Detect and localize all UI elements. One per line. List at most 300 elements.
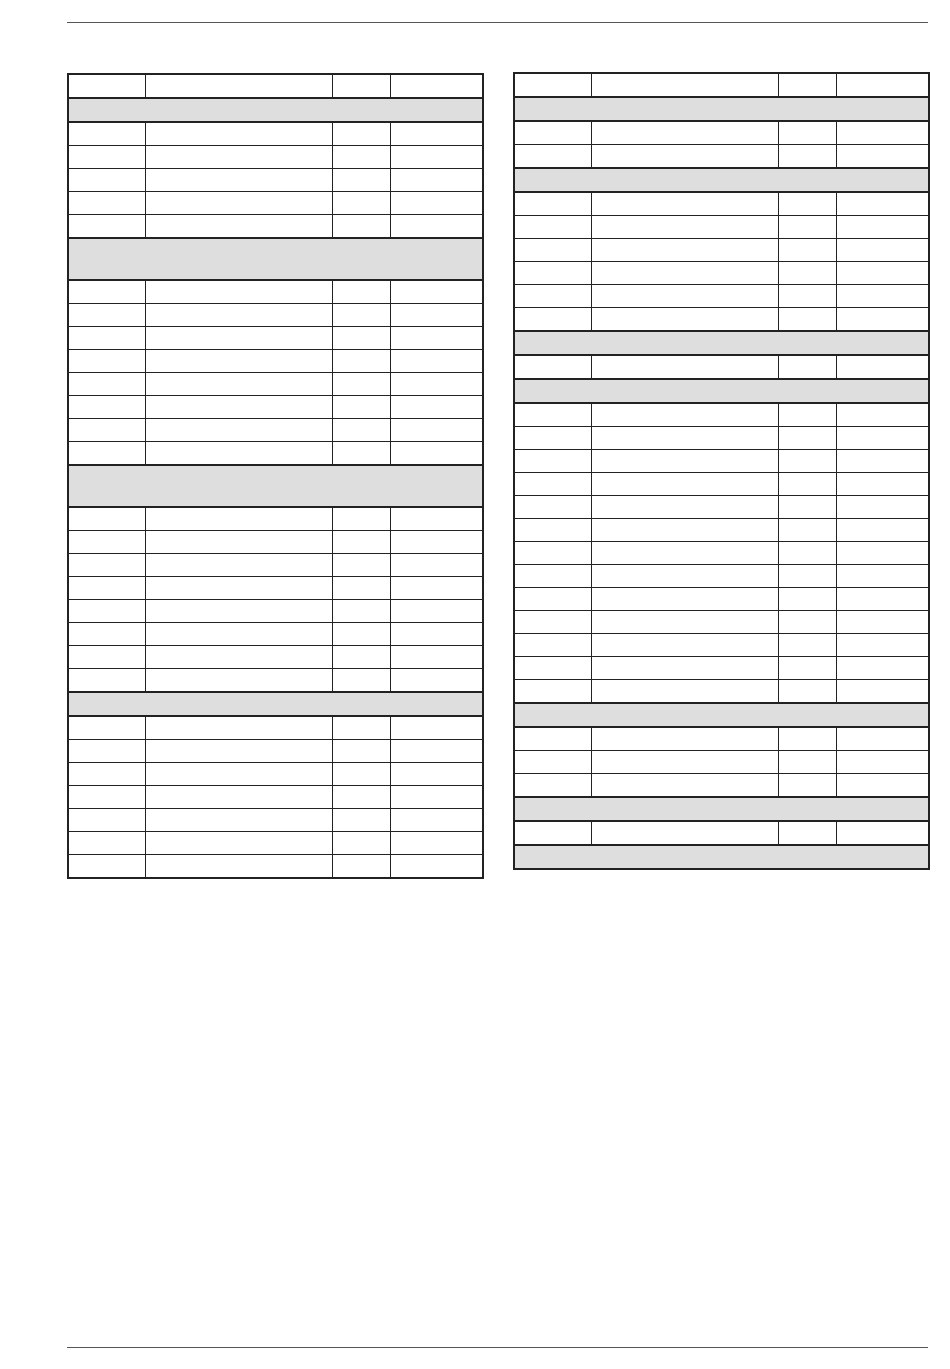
table-cell: [145, 507, 332, 531]
table-cell: [68, 122, 145, 146]
table-cell: [836, 657, 929, 680]
table-cell: [591, 427, 778, 450]
table-cell: [68, 623, 145, 646]
table-cell: [390, 600, 483, 623]
table-cell: [68, 396, 145, 419]
table-row: [514, 427, 929, 450]
table-cell: [836, 519, 929, 542]
table-cell: [68, 215, 145, 239]
table-cell: [390, 304, 483, 327]
column-header: [514, 73, 591, 97]
table-row: [68, 786, 483, 809]
table-cell: [778, 611, 836, 634]
table-cell: [390, 623, 483, 646]
table-cell: [514, 192, 591, 216]
table-cell: [390, 809, 483, 832]
table-cell: [145, 146, 332, 169]
table-cell: [591, 821, 778, 845]
table-cell: [778, 192, 836, 216]
table-cell: [778, 403, 836, 427]
table-row: [68, 169, 483, 192]
table-cell: [332, 855, 390, 879]
table-cell: [778, 588, 836, 611]
table-cell: [591, 519, 778, 542]
table-row: [514, 308, 929, 332]
table-cell: [778, 473, 836, 496]
table-cell: [836, 450, 929, 473]
table-cell: [514, 727, 591, 751]
table-cell: [332, 554, 390, 577]
table-cell: [68, 577, 145, 600]
section-row: [68, 238, 483, 280]
table-cell: [778, 542, 836, 565]
section-row: [514, 797, 929, 821]
table-row: [514, 403, 929, 427]
table-cell: [591, 680, 778, 704]
table-cell: [390, 169, 483, 192]
table-cell: [145, 577, 332, 600]
table-cell: [68, 554, 145, 577]
section-heading: [514, 703, 929, 727]
table-cell: [778, 680, 836, 704]
table-cell: [390, 786, 483, 809]
table-row: [68, 280, 483, 304]
table-cell: [145, 763, 332, 786]
column-header: [836, 73, 929, 97]
table-cell: [390, 350, 483, 373]
table-cell: [514, 262, 591, 285]
table-cell: [778, 262, 836, 285]
table-cell: [390, 419, 483, 442]
table-cell: [778, 634, 836, 657]
table-row: [514, 496, 929, 519]
table-cell: [145, 809, 332, 832]
table-row: [514, 285, 929, 308]
table-cell: [332, 809, 390, 832]
table-cell: [145, 122, 332, 146]
table-cell: [778, 239, 836, 262]
table-row: [514, 239, 929, 262]
table-cell: [390, 855, 483, 879]
section-heading: [68, 238, 483, 280]
table-row: [514, 774, 929, 798]
section-heading: [514, 379, 929, 403]
table-cell: [332, 327, 390, 350]
table-cell: [68, 740, 145, 763]
table-cell: [68, 442, 145, 466]
table-cell: [68, 507, 145, 531]
table-row: [514, 565, 929, 588]
table-cell: [836, 403, 929, 427]
table-row: [68, 419, 483, 442]
table-cell: [145, 419, 332, 442]
table-cell: [68, 716, 145, 740]
table-cell: [390, 763, 483, 786]
table-row: [68, 192, 483, 215]
table-header-row: [514, 73, 929, 97]
table-cell: [778, 427, 836, 450]
table-cell: [68, 280, 145, 304]
table-row: [514, 657, 929, 680]
column-header: [390, 74, 483, 98]
table-cell: [514, 542, 591, 565]
table-cell: [332, 832, 390, 855]
table-cell: [591, 216, 778, 239]
table-cell: [390, 832, 483, 855]
table-cell: [514, 680, 591, 704]
table-cell: [514, 239, 591, 262]
table-cell: [332, 122, 390, 146]
section-row: [514, 168, 929, 192]
section-heading: [68, 98, 483, 122]
table-cell: [68, 531, 145, 554]
table-cell: [68, 809, 145, 832]
table-cell: [390, 280, 483, 304]
table-row: [514, 680, 929, 704]
table-cell: [778, 751, 836, 774]
table-cell: [591, 262, 778, 285]
table-cell: [332, 786, 390, 809]
table-cell: [145, 304, 332, 327]
table-row: [514, 473, 929, 496]
table-cell: [68, 646, 145, 669]
table-cell: [514, 496, 591, 519]
table-cell: [836, 542, 929, 565]
table-cell: [514, 121, 591, 145]
table-cell: [145, 669, 332, 693]
table-cell: [68, 192, 145, 215]
table-cell: [390, 740, 483, 763]
table-cell: [145, 554, 332, 577]
table-row: [68, 327, 483, 350]
table-row: [514, 634, 929, 657]
table-cell: [836, 355, 929, 379]
table-row: [68, 623, 483, 646]
column-header: [145, 74, 332, 98]
table-cell: [145, 350, 332, 373]
table-row: [514, 262, 929, 285]
table-cell: [836, 774, 929, 798]
table-cell: [332, 442, 390, 466]
table-row: [68, 146, 483, 169]
table-cell: [145, 832, 332, 855]
table-cell: [836, 565, 929, 588]
table-cell: [332, 623, 390, 646]
table-cell: [145, 215, 332, 239]
top-rule: [67, 22, 928, 23]
table-cell: [591, 634, 778, 657]
table-row: [68, 531, 483, 554]
table-cell: [514, 565, 591, 588]
table-cell: [145, 740, 332, 763]
table-row: [68, 396, 483, 419]
table-row: [68, 350, 483, 373]
table-cell: [390, 396, 483, 419]
table-cell: [514, 473, 591, 496]
table-cell: [390, 192, 483, 215]
table-row: [68, 600, 483, 623]
table-cell: [332, 669, 390, 693]
table-cell: [332, 531, 390, 554]
table-cell: [68, 146, 145, 169]
table-cell: [836, 496, 929, 519]
section-heading: [514, 168, 929, 192]
table-row: [514, 192, 929, 216]
table-cell: [145, 531, 332, 554]
table-cell: [514, 355, 591, 379]
column-header: [778, 73, 836, 97]
table-row: [514, 450, 929, 473]
table-cell: [332, 304, 390, 327]
table-cell: [68, 855, 145, 879]
table-cell: [390, 716, 483, 740]
section-row: [68, 692, 483, 716]
table-cell: [390, 373, 483, 396]
table-cell: [836, 308, 929, 332]
table-cell: [836, 611, 929, 634]
table-cell: [591, 611, 778, 634]
table-row: [514, 355, 929, 379]
table-cell: [390, 442, 483, 466]
table-cell: [836, 121, 929, 145]
table-cell: [778, 821, 836, 845]
table-cell: [332, 763, 390, 786]
table-cell: [778, 657, 836, 680]
table-cell: [390, 577, 483, 600]
table-cell: [68, 304, 145, 327]
table-cell: [591, 751, 778, 774]
table-cell: [514, 774, 591, 798]
section-heading: [68, 692, 483, 716]
table-cell: [145, 786, 332, 809]
column-header: [591, 73, 778, 97]
table-row: [514, 727, 929, 751]
table-cell: [591, 657, 778, 680]
table-cell: [591, 192, 778, 216]
table-row: [68, 669, 483, 693]
table-cell: [145, 646, 332, 669]
table-row: [514, 611, 929, 634]
table-cell: [68, 786, 145, 809]
left-table: [67, 73, 484, 879]
table-row: [514, 216, 929, 239]
table-cell: [145, 373, 332, 396]
table-cell: [145, 192, 332, 215]
table-cell: [591, 121, 778, 145]
table-row: [68, 855, 483, 879]
table-cell: [591, 145, 778, 169]
table-cell: [514, 216, 591, 239]
table-cell: [68, 600, 145, 623]
section-heading: [68, 465, 483, 507]
table-row: [514, 542, 929, 565]
table-cell: [836, 751, 929, 774]
table-cell: [332, 146, 390, 169]
table-cell: [390, 327, 483, 350]
left-table-body: [68, 74, 483, 878]
table-cell: [591, 774, 778, 798]
table-cell: [145, 396, 332, 419]
table-row: [68, 442, 483, 466]
table-cell: [836, 427, 929, 450]
table-cell: [836, 262, 929, 285]
table-cell: [836, 821, 929, 845]
table-cell: [836, 680, 929, 704]
table-cell: [390, 646, 483, 669]
table-cell: [591, 285, 778, 308]
section-row: [68, 98, 483, 122]
table-row: [68, 215, 483, 239]
table-cell: [68, 669, 145, 693]
table-cell: [514, 145, 591, 169]
table-cell: [591, 588, 778, 611]
table-cell: [591, 496, 778, 519]
section-heading: [514, 797, 929, 821]
table-row: [68, 122, 483, 146]
table-cell: [390, 146, 483, 169]
table-cell: [332, 507, 390, 531]
table-cell: [778, 145, 836, 169]
table-row: [514, 821, 929, 845]
table-row: [68, 304, 483, 327]
table-cell: [145, 327, 332, 350]
table-cell: [332, 646, 390, 669]
table-cell: [591, 355, 778, 379]
table-cell: [145, 442, 332, 466]
table-cell: [68, 373, 145, 396]
table-row: [68, 763, 483, 786]
table-row: [68, 832, 483, 855]
table-row: [68, 577, 483, 600]
table-cell: [836, 145, 929, 169]
table-cell: [778, 727, 836, 751]
table-cell: [778, 121, 836, 145]
table-cell: [591, 239, 778, 262]
table-cell: [778, 355, 836, 379]
table-cell: [332, 716, 390, 740]
table-cell: [514, 427, 591, 450]
table-cell: [332, 577, 390, 600]
table-cell: [778, 519, 836, 542]
section-heading: [514, 97, 929, 121]
table-cell: [836, 192, 929, 216]
table-row: [68, 809, 483, 832]
section-row: [514, 331, 929, 355]
table-cell: [68, 763, 145, 786]
table-cell: [145, 280, 332, 304]
section-row: [514, 97, 929, 121]
table-row: [68, 373, 483, 396]
bottom-rule: [67, 1347, 928, 1348]
section-heading: [514, 845, 929, 869]
table-cell: [836, 473, 929, 496]
table-cell: [332, 396, 390, 419]
table-cell: [778, 450, 836, 473]
table-cell: [68, 169, 145, 192]
table-cell: [390, 122, 483, 146]
table-row: [68, 554, 483, 577]
table-cell: [145, 716, 332, 740]
table-cell: [514, 450, 591, 473]
table-cell: [68, 327, 145, 350]
table-cell: [836, 285, 929, 308]
table-cell: [836, 634, 929, 657]
table-cell: [778, 496, 836, 519]
table-cell: [390, 669, 483, 693]
table-cell: [836, 216, 929, 239]
table-cell: [591, 403, 778, 427]
table-cell: [591, 308, 778, 332]
table-cell: [332, 600, 390, 623]
section-row: [514, 845, 929, 869]
table-cell: [591, 473, 778, 496]
table-cell: [145, 855, 332, 879]
table-row: [514, 145, 929, 169]
table-row: [68, 646, 483, 669]
table-cell: [514, 751, 591, 774]
table-cell: [332, 373, 390, 396]
table-cell: [778, 774, 836, 798]
table-cell: [836, 727, 929, 751]
table-row: [68, 507, 483, 531]
table-cell: [836, 588, 929, 611]
table-row: [514, 588, 929, 611]
table-cell: [591, 565, 778, 588]
table-row: [514, 121, 929, 145]
table-cell: [68, 419, 145, 442]
table-cell: [778, 565, 836, 588]
table-cell: [332, 350, 390, 373]
table-cell: [514, 403, 591, 427]
right-table-body: [514, 73, 929, 869]
table-cell: [145, 600, 332, 623]
section-row: [514, 379, 929, 403]
table-header-row: [68, 74, 483, 98]
table-cell: [836, 239, 929, 262]
section-heading: [514, 331, 929, 355]
table-cell: [332, 215, 390, 239]
table-cell: [332, 740, 390, 763]
table-cell: [778, 216, 836, 239]
table-row: [514, 519, 929, 542]
table-cell: [390, 554, 483, 577]
table-cell: [514, 657, 591, 680]
column-header: [332, 74, 390, 98]
table-cell: [514, 519, 591, 542]
table-row: [514, 751, 929, 774]
table-cell: [68, 350, 145, 373]
section-row: [68, 465, 483, 507]
table-cell: [514, 611, 591, 634]
table-cell: [390, 531, 483, 554]
table-cell: [332, 419, 390, 442]
table-cell: [514, 821, 591, 845]
table-cell: [68, 832, 145, 855]
table-cell: [591, 727, 778, 751]
table-cell: [778, 308, 836, 332]
table-cell: [514, 634, 591, 657]
table-cell: [390, 215, 483, 239]
table-cell: [514, 588, 591, 611]
table-cell: [145, 169, 332, 192]
table-cell: [145, 623, 332, 646]
table-row: [68, 716, 483, 740]
table-cell: [514, 285, 591, 308]
section-row: [514, 703, 929, 727]
table-cell: [591, 542, 778, 565]
table-cell: [778, 285, 836, 308]
table-cell: [332, 169, 390, 192]
